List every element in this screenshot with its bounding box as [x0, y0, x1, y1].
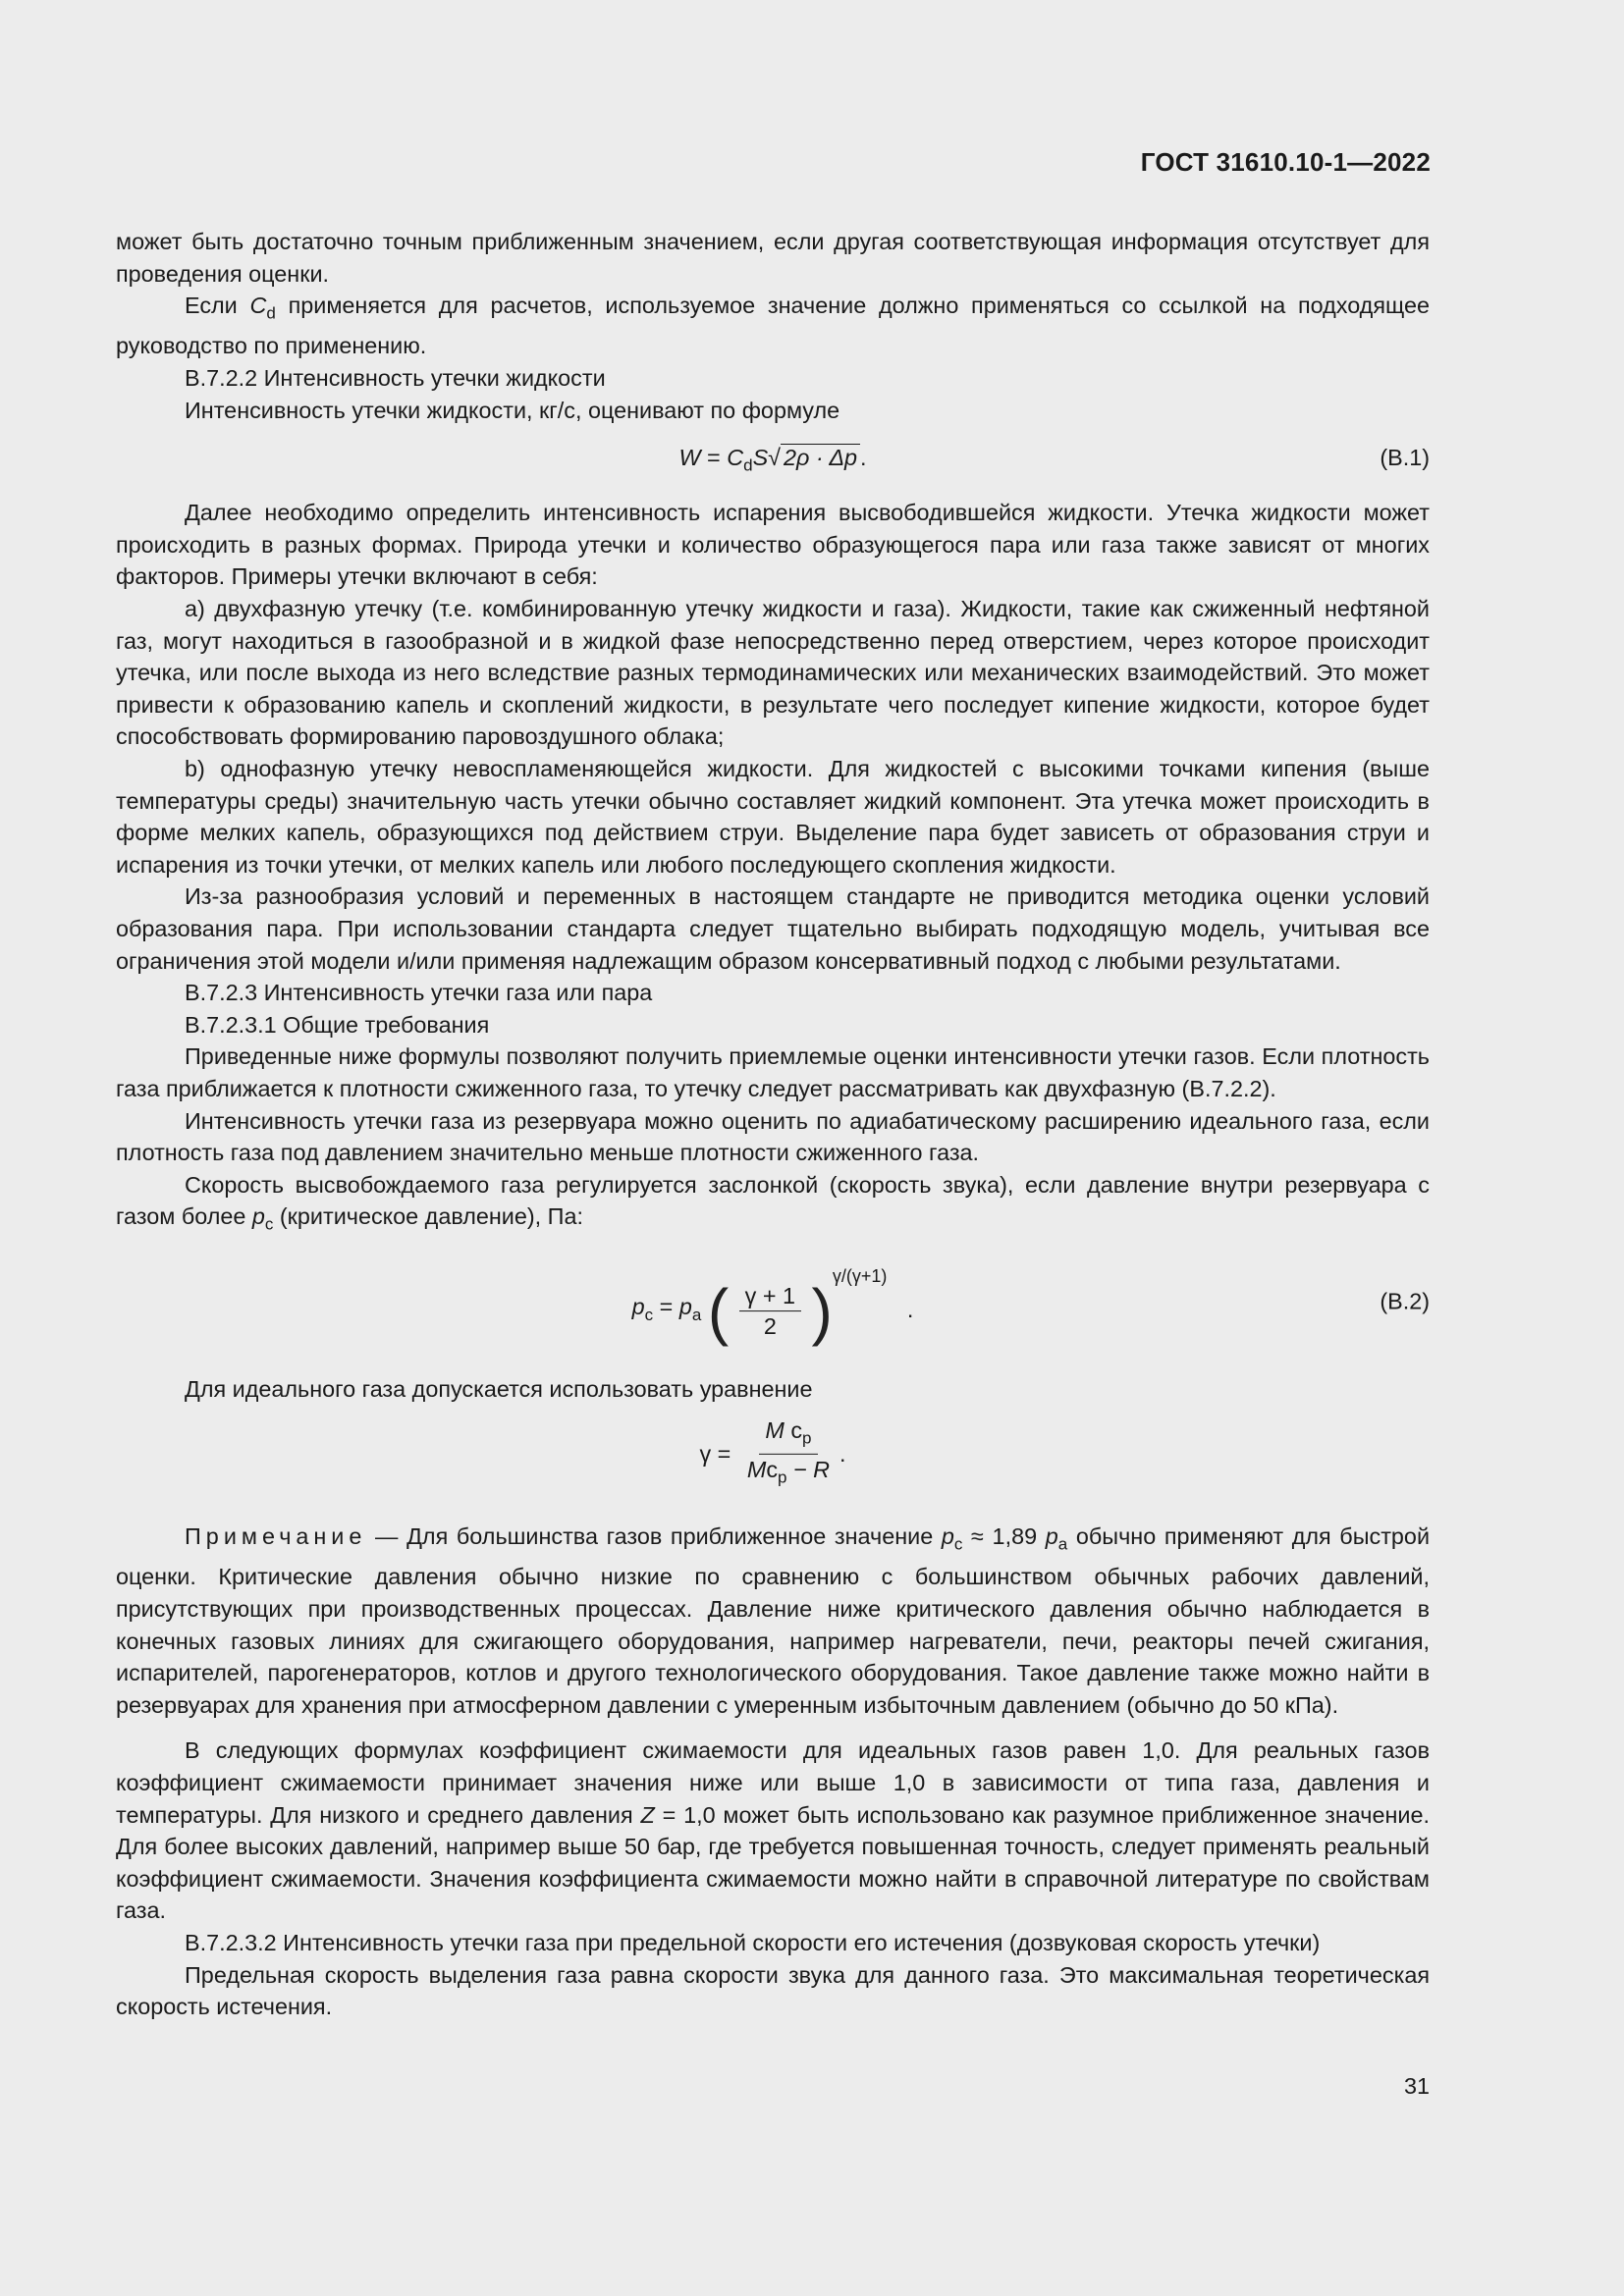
- variable: Z: [640, 1801, 655, 1828]
- formula-symbol: .: [839, 1440, 846, 1467]
- formula-symbol: M: [746, 1456, 767, 1482]
- text: Скорость высвобождаемого газа регулируется заслонкой (скорость звука), если давление внутри резервуара с газом более: [116, 1171, 1430, 1230]
- standard-header: ГОСТ 31610.10-1—2022: [1140, 147, 1431, 177]
- equation-number: (B.2): [1380, 1288, 1430, 1314]
- subscript: d: [743, 455, 753, 475]
- text: ≈ 1,89: [962, 1523, 1046, 1550]
- formula-b2: [116, 1248, 1430, 1356]
- subscript: p: [778, 1468, 787, 1487]
- section-heading: B.7.2.2 Интенсивность утечки жидкости: [185, 365, 606, 392]
- subscript: c: [644, 1305, 654, 1324]
- formula-symbol: C: [727, 445, 744, 471]
- formula-symbol: S: [752, 445, 769, 471]
- equation-number: (B.1): [1380, 445, 1430, 471]
- radicand: 2ρ · Δp: [781, 444, 860, 470]
- variable: p: [1045, 1523, 1058, 1550]
- denominator: [741, 1455, 836, 1493]
- text: (критическое давление), Па:: [273, 1203, 583, 1230]
- formula-symbol: p: [678, 1293, 692, 1319]
- formula-gamma: [116, 1409, 1430, 1499]
- sqrt-sign: √: [768, 445, 782, 471]
- text: = 1,0 может быть использовано как разумное приближенное значение. Для более высоких давлений, например выше 50 бар, где требуется повышенная точность, следует применять реальный коэффициент сжимаемости. Значения коэффициента сжимаемости можно найти в справочной литературе по свойствам газа.: [116, 1801, 1430, 1924]
- numerator: [759, 1415, 817, 1455]
- note-label: Примечание: [185, 1523, 367, 1550]
- paragraph: Предельная скорость выделения газа равна скорости звука для данного газа. Это максимальная теоретическая скорость истечения.: [116, 1961, 1430, 2020]
- formula-symbol: M: [765, 1416, 785, 1443]
- formula-b1: [116, 430, 1430, 485]
- subscript: a: [691, 1305, 702, 1324]
- subscript: a: [1057, 1534, 1068, 1554]
- paragraph: Далее необходимо определить интенсивность испарения высвободившейся жидкости. Утечка жидкости может происходить в разных формах. Природа утечки и количество образующегося пара или газа также зависят от многих факторов. Примеры утечки включают в себя:: [116, 500, 1430, 590]
- subscript: c: [953, 1534, 963, 1554]
- left-paren: (: [707, 1275, 730, 1347]
- paragraph: Приведенные ниже формулы позволяют получить приемлемые оценки интенсивности утечки газов. Если плотность газа приближается к плотности сжиженного газа, то утечку следует рассматривать как двухфазную (B.7.2.2).: [116, 1043, 1430, 1101]
- text: Если: [185, 293, 250, 319]
- subscript: c: [264, 1214, 274, 1234]
- numerator: γ + 1: [739, 1281, 801, 1311]
- note-paragraph: [116, 1521, 1430, 1721]
- formula-symbol: − R: [786, 1456, 831, 1482]
- paragraph: [116, 1735, 1430, 1927]
- list-item: a) двухфазную утечку (т.е. комбинированную утечку жидкости и газа). Жидкости, такие как сжиженный нефтяной газ, могут находиться в газообразной и в жидкой фазе непосредственно перед отверстием, через которое происходит утечка, или после выхода из него вследствие разных термодинамических или механических взаимодействий. Это может привести к образованию капель и скоплений жидкости, в результате чего последует кипение жидкости, которое будет способствовать формированию паровоздушного облака;: [116, 596, 1430, 750]
- formula-symbol: c: [766, 1456, 779, 1482]
- fraction: [739, 1281, 801, 1341]
- subscript: p: [802, 1428, 812, 1448]
- paragraph: [116, 290, 1430, 362]
- formula-symbol: .: [860, 445, 867, 471]
- text: В следующих формулах коэффициент сжимаемости для идеальных газов равен 1,0. Для реальных газов коэффициент сжимаемости принимает значения ниже или выше 1,0 в зависимости от типа газа, давления и температуры. Для низкого и среднего давления: [116, 1737, 1430, 1828]
- formula-symbol: =: [700, 445, 728, 471]
- formula-symbol: W: [678, 445, 701, 471]
- variable: C: [249, 293, 267, 319]
- exponent: γ/(γ+1): [832, 1265, 888, 1286]
- page-content: [116, 226, 1430, 2023]
- paragraph: может быть достаточно точным приближенным значением, если другая соответствующая информация отсутствует для проведения оценки.: [116, 229, 1430, 287]
- fraction: [741, 1415, 836, 1492]
- formula-symbol: =: [653, 1293, 679, 1319]
- right-paren: ): [811, 1275, 833, 1347]
- text: обычно применяют для быстрой оценки. Критические давления обычно низкие по сравнению с большинством обычных рабочих давлений, присутствующих при производственных процессах. Давление ниже критического давления обычно наблюдается в конечных газовых линиях для сжигающего оборудования, например нагреватели, печи, реакторы печей сжигания, испарителей, парогенераторов, котлов и другого технологического оборудования. Такое давление также можно найти в резервуарах для хранения при атмосферном давлении с умеренным избыточным давлением (обычно до 50 кПа).: [116, 1523, 1431, 1718]
- paragraph: [116, 1169, 1430, 1242]
- formula-symbol: γ =: [699, 1440, 731, 1467]
- variable: p: [941, 1523, 954, 1550]
- variable: p: [251, 1203, 265, 1230]
- section-heading: B.7.2.3.1 Общие требования: [185, 1011, 490, 1038]
- formula-symbol: c: [784, 1416, 803, 1443]
- formula-symbol: .: [906, 1296, 914, 1322]
- text: — Для большинства газов приближенное значение: [366, 1523, 942, 1550]
- denominator: 2: [763, 1312, 777, 1339]
- paragraph: Интенсивность утечки жидкости, кг/с, оценивают по формуле: [185, 397, 840, 423]
- section-heading: B.7.2.3 Интенсивность утечки газа или пара: [185, 980, 653, 1006]
- formula-lhs: [632, 1291, 702, 1331]
- paragraph: Из-за разнообразия условий и переменных в настоящем стандарте не приводится методика оценки условий образования пара. При использовании стандарта следует тщательно выбирать подходящую модель, учитывая все ограничения этой модели и/или применяя надлежащим образом консервативный подход с любыми результатами.: [116, 883, 1430, 974]
- paragraph: Для идеального газа допускается использовать уравнение: [185, 1375, 813, 1402]
- page-number: 31: [1403, 2073, 1430, 2099]
- subscript: d: [266, 303, 276, 323]
- section-heading: B.7.2.3.2 Интенсивность утечки газа при предельной скорости его истечения (дозвуковая скорость утечки): [185, 1929, 1321, 1955]
- list-item: b) однофазную утечку невоспламеняющейся жидкости. Для жидкостей с высокими точками кипения (выше температуры среды) значительную часть утечки обычно составляет жидкий компонент. Эта утечка может происходить в форме мелких капель, образующихся под действием струи. Выделение пара будет зависеть от образования струи и испарения из точки утечки, от мелких капель или любого последующего скопления жидкости.: [116, 755, 1430, 878]
- text: применяется для расчетов, используемое значение должно применяться со ссылкой на подходящее руководство по применению.: [116, 293, 1430, 359]
- paragraph: Интенсивность утечки газа из резервуара можно оценить по адиабатическому расширению идеального газа, если плотность газа под давлением значительно меньше плотности сжиженного газа.: [116, 1107, 1430, 1166]
- formula-symbol: p: [631, 1293, 645, 1319]
